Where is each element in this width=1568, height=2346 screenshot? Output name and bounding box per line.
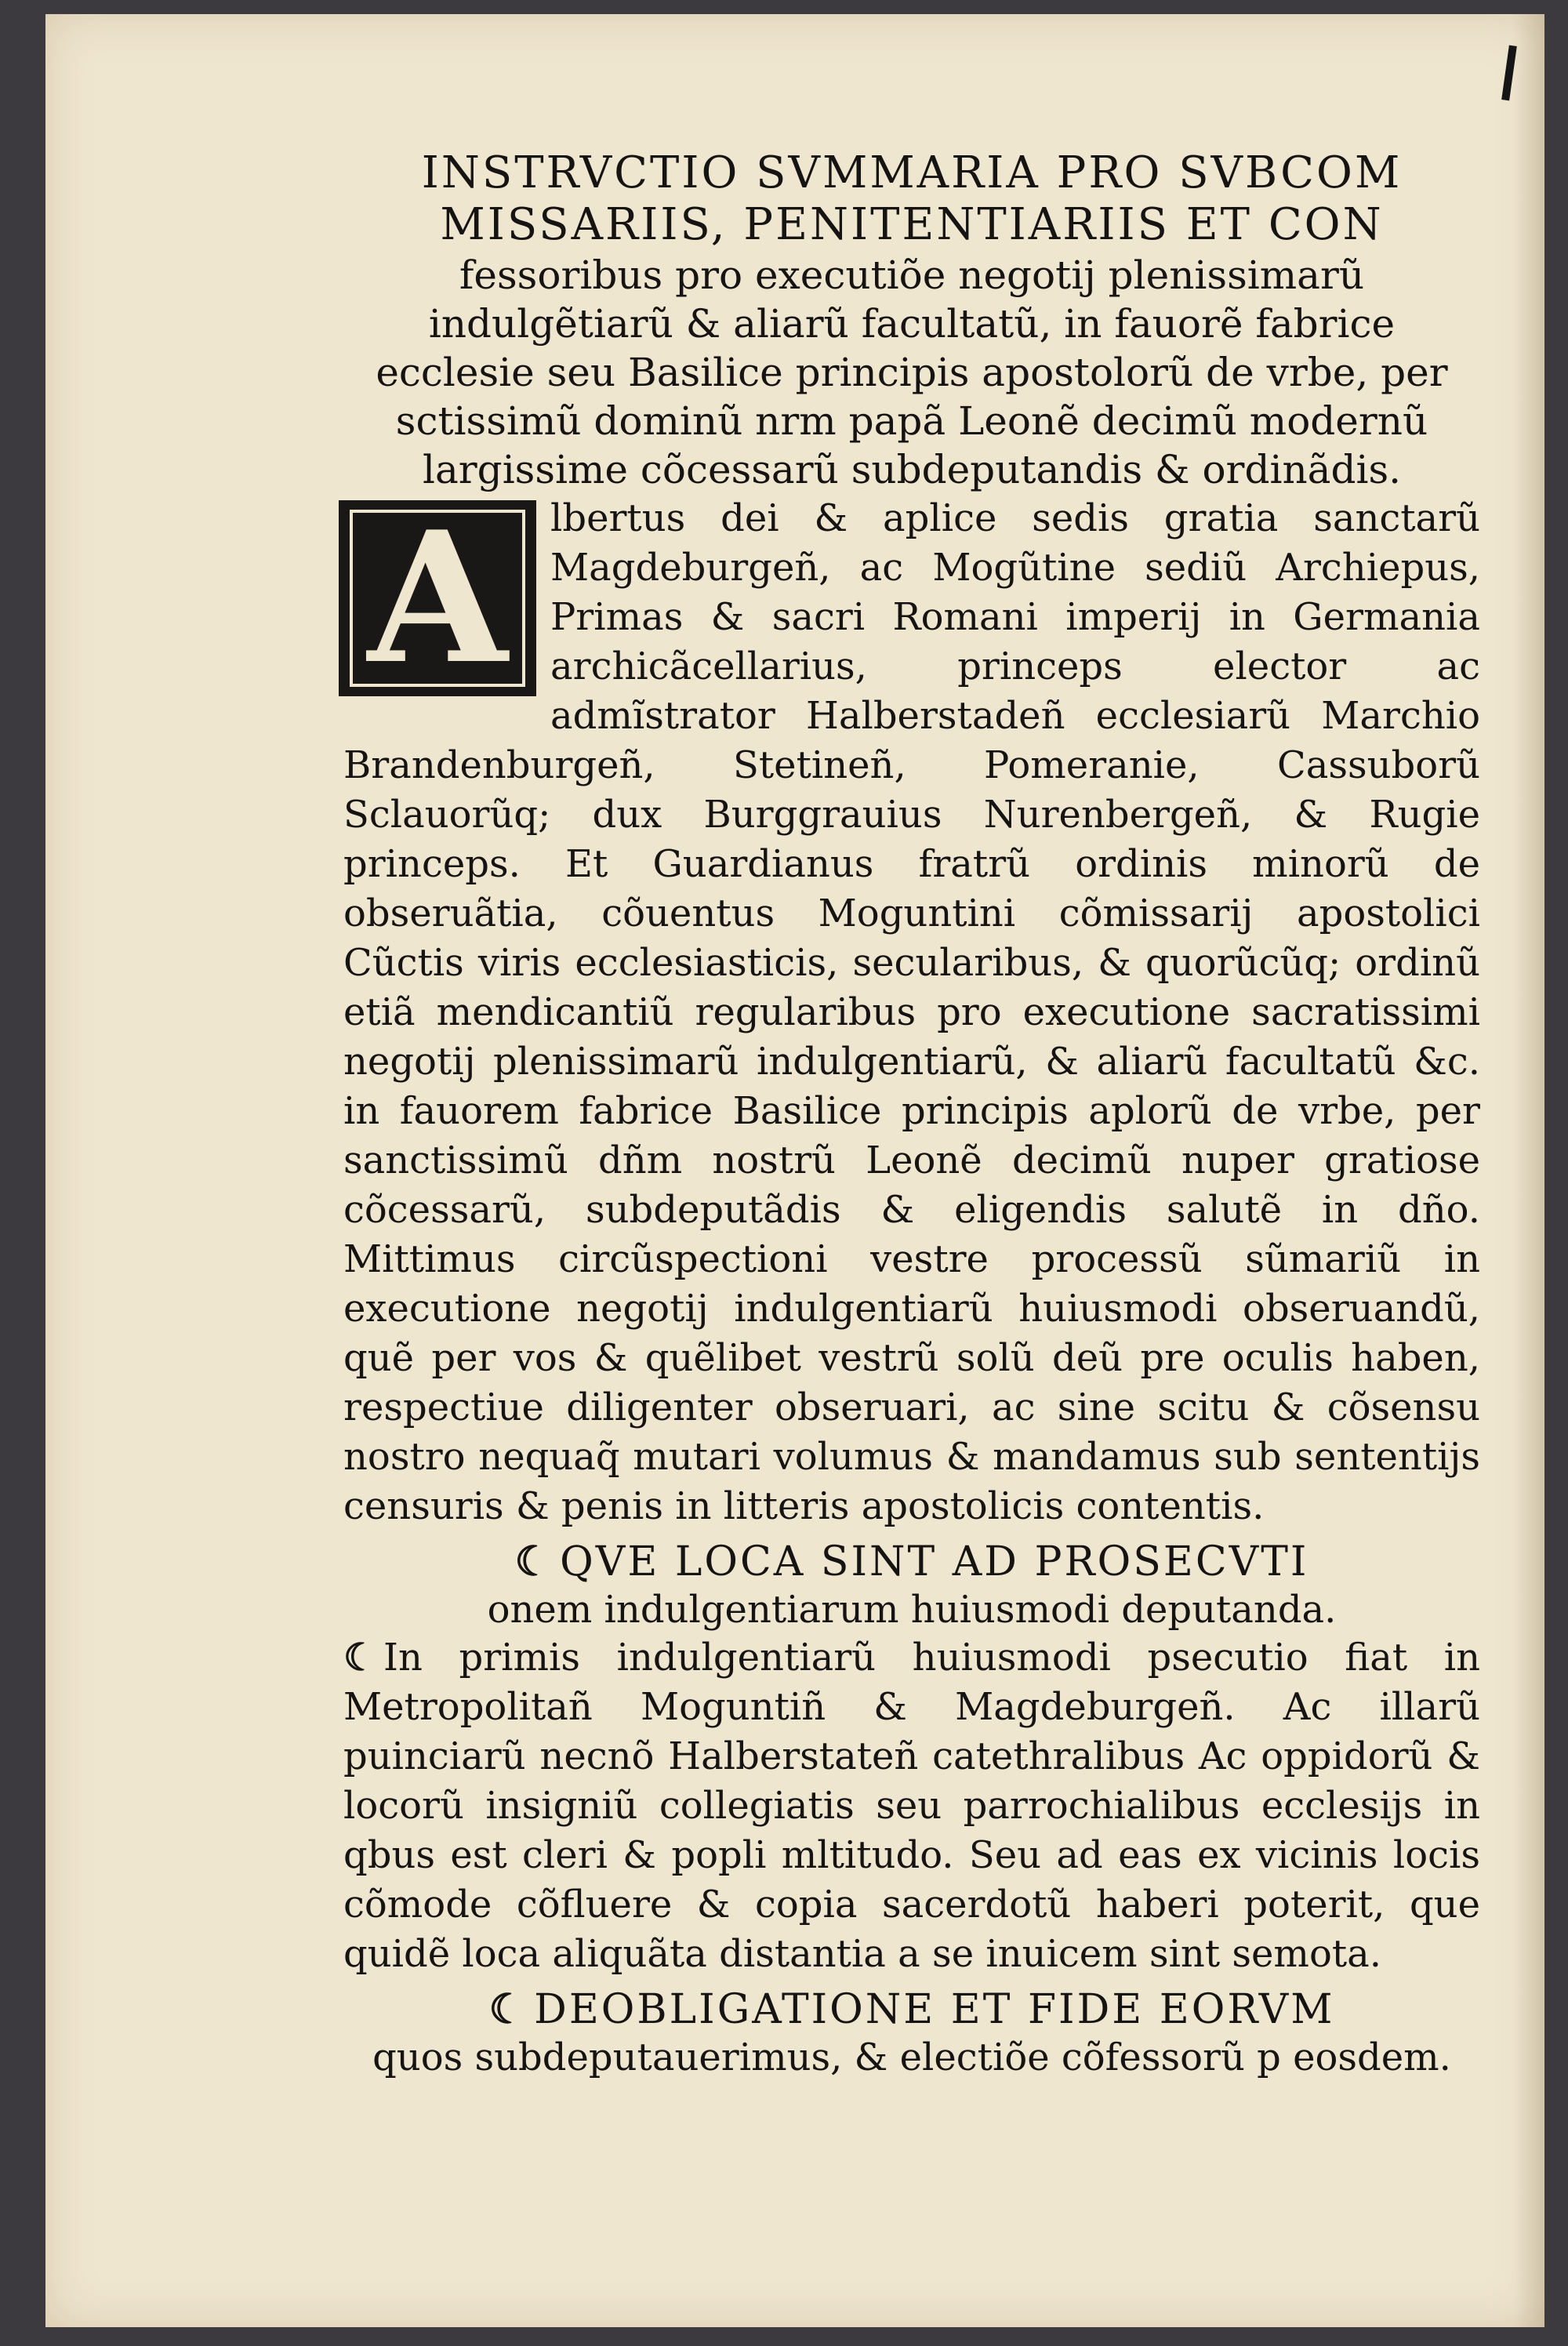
decorated-initial — [339, 492, 536, 704]
title-line-2: MISSARIIS, PENITENTIARIIS ET CON — [440, 199, 1384, 250]
section-2-subheading: quos subdeputauerimus, & electiõe cõfessorũ p eosdem. — [372, 2036, 1451, 2079]
section-1-heading — [343, 1538, 1480, 1586]
section-1-subheading: onem indulgentiarum huiusmodi deputanda. — [487, 1588, 1337, 1632]
torn-edge-mark — [1501, 45, 1517, 101]
section-2-heading-text: DEOBLIGATIONE ET FIDE EORVM — [534, 1986, 1335, 2033]
section-1-paragraph — [343, 1633, 1480, 1979]
initial-letter: A — [367, 492, 508, 704]
title-line-1: INSTRVCTIO SVMMARIA PRO SVBCOM — [421, 147, 1403, 198]
document-page — [45, 14, 1544, 2327]
section-1-heading-text: QVE LOCA SINT AD PROSECVTI — [560, 1538, 1309, 1585]
title-continuation: fessoribus pro executiõe negotij plenissimarũ indulgẽtiarũ & aliarũ facultatũ, in fauorẽ fabrice ecclesie seu Basilice principis apostolorũ de vrbe, per sctissimũ dominũ nrm papã Leonẽ decimũ modernũ largissime cõcessarũ subdeputandis & ordinãdis. — [376, 252, 1448, 492]
body-paragraph: lbertus dei & aplice sedis gratia sanctarũ Magdeburgeñ, ac Mogũtine sediũ Archiepus, Primas & sacri Romani imperij in Germania archicãcellarius, princeps elector ac admĩstrator Halberstadeñ ecclesiarũ Marchio Brandenburgeñ, Stetineñ, Pomeranie, Cassuborũ Sclauorũq; dux Burggrauius Nurenbergeñ, & Rugie princeps. Et Guardianus fratrũ ordinis minorũ de obseruãtia, cõuentus Moguntini cõmissarij apostolici Cũctis viris ecclesiasticis, secularibus, & quorũcũq; ordinũ etiã mendicantiũ regularibus pro executione sacratissimi negotij plenissimarũ indulgentiarũ, & aliarũ facultatũ &c. in fauorem fabrice Basilice principis aplorũ de vrbe, per sanctissimũ dñm nostrũ Leonẽ decimũ nuper gratiose cõcessarũ, subdeputãdis & eligendis salutẽ in dño. Mittimus circũspectioni vestre processũ sũmariũ in executione negotij indulgentiarũ huiusmodi obseruandũ, quẽ per vos & quẽlibet vestrũ solũ deũ pre oculis haben, respectiue diligenter obseruari, ac sine scitu & cõsensu nostro nequaq̃ mutari volumus & mandamus sub sententijs censuris & penis in litteris apostolicis contentis. — [343, 496, 1480, 1528]
section-1-text: In primis indulgentiarũ huiusmodi psecutio fiat in Metropolitañ Moguntiñ & Magdeburgeñ. Ac illarũ puinciarũ necnõ Halberstateñ catethralibus Ac oppidorũ & locorũ insigniũ collegiatis seu parrochialibus ecclesijs in qbus est cleri & popli mltitudo. Seu ad eas ex vicinis locis cõmode cõfluere & copia sacerdotũ haberi poterit, que quidẽ loca aliquãta distantia a se inuicem sint semota. — [343, 1636, 1480, 1976]
text-block — [343, 147, 1480, 2081]
main-paragraph — [343, 494, 1480, 1531]
paragraph-mark-icon: ☾ — [514, 1538, 554, 1585]
paragraph-mark-icon: ☾ — [343, 1636, 378, 1680]
section-2-heading — [343, 1985, 1480, 2034]
paragraph-mark-icon: ☾ — [488, 1985, 528, 2033]
